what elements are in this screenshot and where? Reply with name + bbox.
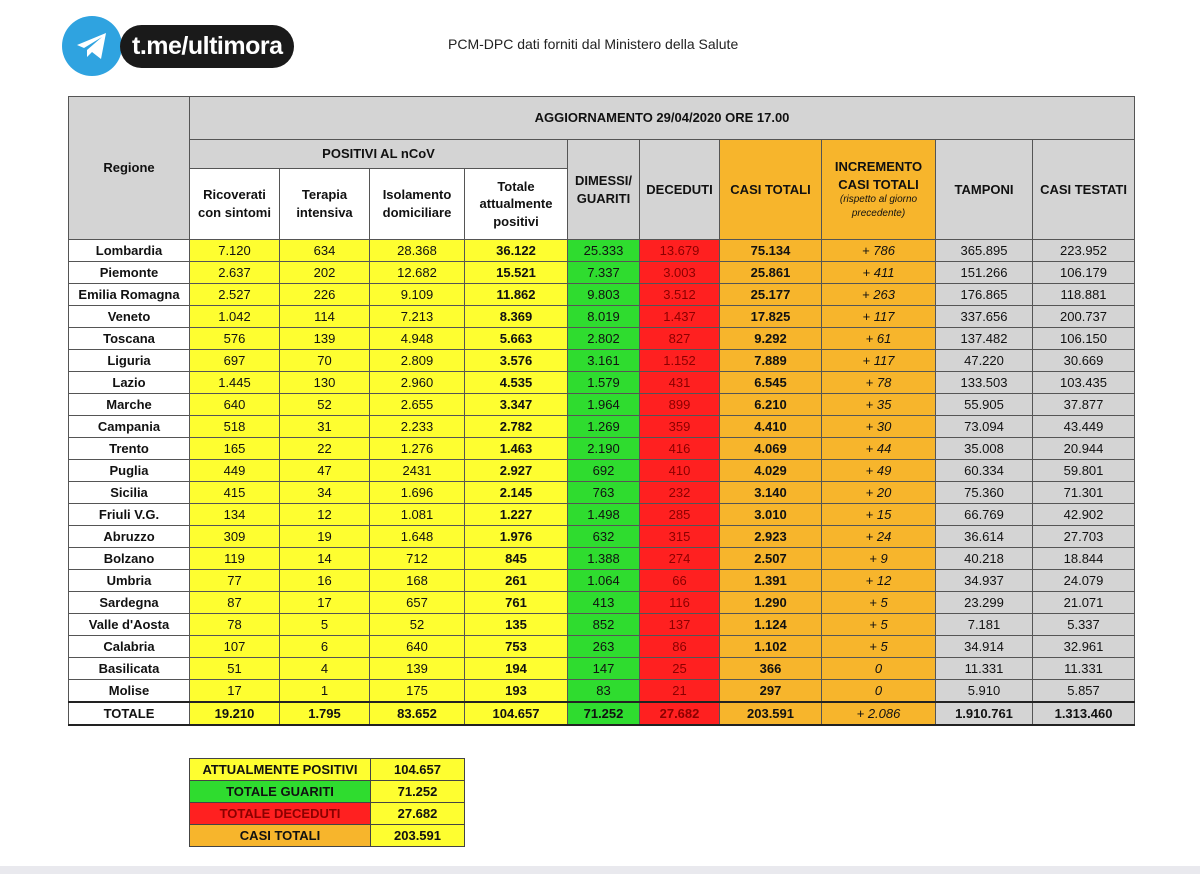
region-cell: Marche: [69, 394, 190, 416]
summary-value: 71.252: [371, 781, 465, 803]
casi-testati-cell: 5.857: [1033, 680, 1135, 703]
table-row: [69, 614, 1135, 636]
casi-totali-cell: 3.010: [720, 504, 822, 526]
table-row: [69, 306, 1135, 328]
tamponi-cell: 365.895: [936, 240, 1033, 262]
casi-totali-cell: 4.069: [720, 438, 822, 460]
casi-totali-cell: 1.290: [720, 592, 822, 614]
isolamento-cell: 1.276: [370, 438, 465, 460]
incremento-cell: + 5: [822, 636, 936, 658]
deceduti-cell: 27.682: [640, 702, 720, 725]
casi-testati-cell: 118.881: [1033, 284, 1135, 306]
casi-testati-cell: 37.877: [1033, 394, 1135, 416]
casi-testati-cell: 103.435: [1033, 372, 1135, 394]
table-row: [69, 504, 1135, 526]
isolamento-cell: 4.948: [370, 328, 465, 350]
dimessi-cell: 1.498: [568, 504, 640, 526]
totale-positivi-cell: 36.122: [465, 240, 568, 262]
isolamento-cell: 1.081: [370, 504, 465, 526]
terapia-cell: 1: [280, 680, 370, 703]
ricoverati-cell: 17: [190, 680, 280, 703]
casi-totali-cell: 17.825: [720, 306, 822, 328]
casi-testati-cell: 30.669: [1033, 350, 1135, 372]
ricoverati-cell: 640: [190, 394, 280, 416]
terapia-cell: 4: [280, 658, 370, 680]
deceduti-cell: 3.512: [640, 284, 720, 306]
casi-testati-cell: 18.844: [1033, 548, 1135, 570]
deceduti-cell: 13.679: [640, 240, 720, 262]
dimessi-cell: 1.964: [568, 394, 640, 416]
casi-testati-cell: 200.737: [1033, 306, 1135, 328]
casi-totali-cell: 6.210: [720, 394, 822, 416]
region-cell: Molise: [69, 680, 190, 703]
deceduti-cell: 3.003: [640, 262, 720, 284]
dimessi-cell: 25.333: [568, 240, 640, 262]
table-row: [69, 592, 1135, 614]
ricoverati-cell: 19.210: [190, 702, 280, 725]
region-header: Regione: [69, 97, 190, 240]
terapia-cell: 31: [280, 416, 370, 438]
terapia-cell: 47: [280, 460, 370, 482]
casi-testati-cell: 32.961: [1033, 636, 1135, 658]
table-row: [69, 328, 1135, 350]
incremento-cell: + 786: [822, 240, 936, 262]
isolamento-cell: 2.655: [370, 394, 465, 416]
table-row: [69, 438, 1135, 460]
terapia-cell: 130: [280, 372, 370, 394]
terapia-cell: 17: [280, 592, 370, 614]
ricoverati-cell: 51: [190, 658, 280, 680]
table-row: [69, 570, 1135, 592]
incremento-cell: + 30: [822, 416, 936, 438]
totale-positivi-cell: 761: [465, 592, 568, 614]
ricoverati-cell: 309: [190, 526, 280, 548]
ricoverati-cell: 2.527: [190, 284, 280, 306]
table-body: [69, 240, 1135, 726]
tamponi-cell: 7.181: [936, 614, 1033, 636]
incremento-cell: + 61: [822, 328, 936, 350]
tamponi-header: TAMPONI: [936, 140, 1033, 240]
casi-totali-header: CASI TOTALI: [720, 140, 822, 240]
isolamento-cell: 657: [370, 592, 465, 614]
deceduti-cell: 86: [640, 636, 720, 658]
isolamento-cell: 12.682: [370, 262, 465, 284]
terapia-cell: 634: [280, 240, 370, 262]
tamponi-cell: 337.656: [936, 306, 1033, 328]
brand-handle: t.me/ultimora: [120, 25, 294, 68]
tamponi-cell: 11.331: [936, 658, 1033, 680]
terapia-cell: 5: [280, 614, 370, 636]
table-row: [69, 482, 1135, 504]
ricoverati-cell: 77: [190, 570, 280, 592]
telegram-icon: [62, 16, 122, 76]
casi-testati-header: CASI TESTATI: [1033, 140, 1135, 240]
incremento-cell: + 15: [822, 504, 936, 526]
region-cell: Puglia: [69, 460, 190, 482]
dimessi-cell: 1.579: [568, 372, 640, 394]
tamponi-cell: 34.914: [936, 636, 1033, 658]
region-cell: Umbria: [69, 570, 190, 592]
totale-positivi-cell: 2.782: [465, 416, 568, 438]
terapia-cell: 14: [280, 548, 370, 570]
isolamento-cell: 2.809: [370, 350, 465, 372]
casi-totali-cell: 297: [720, 680, 822, 703]
table-row: [69, 350, 1135, 372]
dimessi-cell: 632: [568, 526, 640, 548]
dimessi-cell: 71.252: [568, 702, 640, 725]
tamponi-cell: 34.937: [936, 570, 1033, 592]
dimessi-cell: 2.190: [568, 438, 640, 460]
summary-row: [190, 803, 465, 825]
deceduti-cell: 285: [640, 504, 720, 526]
table-row: [69, 372, 1135, 394]
summary-row: [190, 781, 465, 803]
region-cell: Trento: [69, 438, 190, 460]
dimessi-cell: 147: [568, 658, 640, 680]
summary-label: TOTALE GUARITI: [190, 781, 371, 803]
incremento-cell: + 24: [822, 526, 936, 548]
update-header: AGGIORNAMENTO 29/04/2020 ORE 17.00: [190, 97, 1135, 140]
region-cell: Campania: [69, 416, 190, 438]
ricoverati-cell: 107: [190, 636, 280, 658]
incremento-cell: + 78: [822, 372, 936, 394]
totale-positivi-cell: 845: [465, 548, 568, 570]
incremento-cell: + 263: [822, 284, 936, 306]
region-cell: Calabria: [69, 636, 190, 658]
total-row: [69, 702, 1135, 725]
totale-positivi-cell: 2.927: [465, 460, 568, 482]
casi-totali-cell: 25.177: [720, 284, 822, 306]
totale-positivi-cell: 8.369: [465, 306, 568, 328]
deceduti-cell: 25: [640, 658, 720, 680]
isolamento-cell: 9.109: [370, 284, 465, 306]
casi-testati-cell: 5.337: [1033, 614, 1135, 636]
region-cell: Abruzzo: [69, 526, 190, 548]
dimessi-cell: 2.802: [568, 328, 640, 350]
casi-totali-cell: 366: [720, 658, 822, 680]
dimessi-cell: 692: [568, 460, 640, 482]
region-cell: Emilia Romagna: [69, 284, 190, 306]
tamponi-cell: 1.910.761: [936, 702, 1033, 725]
deceduti-cell: 274: [640, 548, 720, 570]
incremento-cell: + 9: [822, 548, 936, 570]
incremento-cell: 0: [822, 680, 936, 703]
casi-testati-cell: 27.703: [1033, 526, 1135, 548]
terapia-cell: 6: [280, 636, 370, 658]
totale-positivi-cell: 15.521: [465, 262, 568, 284]
terapia-header: Terapia intensiva: [280, 169, 370, 240]
region-cell: Veneto: [69, 306, 190, 328]
casi-totali-cell: 2.923: [720, 526, 822, 548]
casi-testati-cell: 42.902: [1033, 504, 1135, 526]
terapia-cell: 70: [280, 350, 370, 372]
incremento-cell: + 5: [822, 614, 936, 636]
tamponi-cell: 73.094: [936, 416, 1033, 438]
deceduti-cell: 1.437: [640, 306, 720, 328]
ricoverati-cell: 134: [190, 504, 280, 526]
ricoverati-cell: 1.042: [190, 306, 280, 328]
casi-totali-cell: 1.102: [720, 636, 822, 658]
table-row: [69, 548, 1135, 570]
casi-testati-cell: 20.944: [1033, 438, 1135, 460]
dimessi-cell: 7.337: [568, 262, 640, 284]
totale-positivi-cell: 11.862: [465, 284, 568, 306]
terapia-cell: 22: [280, 438, 370, 460]
tamponi-cell: 5.910: [936, 680, 1033, 703]
ricoverati-cell: 518: [190, 416, 280, 438]
dimessi-cell: 852: [568, 614, 640, 636]
deceduti-cell: 315: [640, 526, 720, 548]
ricoverati-cell: 7.120: [190, 240, 280, 262]
deceduti-cell: 827: [640, 328, 720, 350]
table-row: [69, 240, 1135, 262]
region-cell: Lombardia: [69, 240, 190, 262]
summary-row: [190, 759, 465, 781]
incremento-cell: 0: [822, 658, 936, 680]
incremento-cell: + 5: [822, 592, 936, 614]
isolamento-cell: 28.368: [370, 240, 465, 262]
table-row: [69, 284, 1135, 306]
terapia-cell: 1.795: [280, 702, 370, 725]
totale-positivi-cell: 3.576: [465, 350, 568, 372]
table-row: [69, 658, 1135, 680]
isolamento-cell: 139: [370, 658, 465, 680]
terapia-cell: 52: [280, 394, 370, 416]
deceduti-cell: 359: [640, 416, 720, 438]
ricoverati-cell: 78: [190, 614, 280, 636]
dimessi-header: DIMESSI/ GUARITI: [568, 140, 640, 240]
isolamento-cell: 52: [370, 614, 465, 636]
ricoverati-cell: 576: [190, 328, 280, 350]
summary-label: TOTALE DECEDUTI: [190, 803, 371, 825]
terapia-cell: 34: [280, 482, 370, 504]
region-cell: Sicilia: [69, 482, 190, 504]
casi-totali-cell: 203.591: [720, 702, 822, 725]
tamponi-cell: 35.008: [936, 438, 1033, 460]
totale-positivi-cell: 135: [465, 614, 568, 636]
summary-value: 27.682: [371, 803, 465, 825]
casi-totali-cell: 7.889: [720, 350, 822, 372]
ricoverati-cell: 697: [190, 350, 280, 372]
isolamento-cell: 7.213: [370, 306, 465, 328]
totale-positivi-cell: 1.463: [465, 438, 568, 460]
isolamento-cell: 2.960: [370, 372, 465, 394]
terapia-cell: 114: [280, 306, 370, 328]
isolamento-cell: 712: [370, 548, 465, 570]
tamponi-cell: 60.334: [936, 460, 1033, 482]
region-cell: Basilicata: [69, 658, 190, 680]
deceduti-cell: 232: [640, 482, 720, 504]
tamponi-cell: 36.614: [936, 526, 1033, 548]
casi-totali-cell: 75.134: [720, 240, 822, 262]
deceduti-header: DECEDUTI: [640, 140, 720, 240]
summary-table: [189, 758, 465, 847]
tamponi-cell: 151.266: [936, 262, 1033, 284]
deceduti-cell: 66: [640, 570, 720, 592]
incremento-cell: + 2.086: [822, 702, 936, 725]
bottom-bar: [0, 866, 1200, 874]
isolamento-header: Isolamento domiciliare: [370, 169, 465, 240]
isolamento-cell: 1.648: [370, 526, 465, 548]
table-row: [69, 394, 1135, 416]
table-row: [69, 636, 1135, 658]
dimessi-cell: 83: [568, 680, 640, 703]
terapia-cell: 19: [280, 526, 370, 548]
casi-totali-cell: 4.410: [720, 416, 822, 438]
totale-positivi-cell: 261: [465, 570, 568, 592]
region-cell: Toscana: [69, 328, 190, 350]
terapia-cell: 139: [280, 328, 370, 350]
terapia-cell: 16: [280, 570, 370, 592]
totale-positivi-cell: 5.663: [465, 328, 568, 350]
region-cell: Bolzano: [69, 548, 190, 570]
casi-totali-cell: 9.292: [720, 328, 822, 350]
summary-label: ATTUALMENTE POSITIVI: [190, 759, 371, 781]
casi-testati-cell: 106.179: [1033, 262, 1135, 284]
deceduti-cell: 116: [640, 592, 720, 614]
casi-testati-cell: 59.801: [1033, 460, 1135, 482]
incremento-cell: + 411: [822, 262, 936, 284]
tamponi-cell: 23.299: [936, 592, 1033, 614]
incremento-note: (rispetto al giorno precedente): [839, 194, 918, 220]
tamponi-cell: 55.905: [936, 394, 1033, 416]
tamponi-cell: 40.218: [936, 548, 1033, 570]
table-row: [69, 262, 1135, 284]
region-cell: Piemonte: [69, 262, 190, 284]
casi-totali-cell: 25.861: [720, 262, 822, 284]
incremento-cell: + 49: [822, 460, 936, 482]
incremento-cell: + 35: [822, 394, 936, 416]
tamponi-cell: 133.503: [936, 372, 1033, 394]
deceduti-cell: 410: [640, 460, 720, 482]
deceduti-cell: 21: [640, 680, 720, 703]
table-row: [69, 526, 1135, 548]
totale-positivi-cell: 3.347: [465, 394, 568, 416]
casi-totali-cell: 1.391: [720, 570, 822, 592]
summary-value: 104.657: [371, 759, 465, 781]
region-cell: Valle d'Aosta: [69, 614, 190, 636]
totale-positivi-cell: 193: [465, 680, 568, 703]
casi-totali-cell: 2.507: [720, 548, 822, 570]
totale-positivi-cell: 1.227: [465, 504, 568, 526]
ricoverati-cell: 119: [190, 548, 280, 570]
incremento-title: INCREMENTO CASI TOTALI: [834, 158, 923, 192]
covid-data-table: [68, 96, 1135, 726]
terapia-cell: 226: [280, 284, 370, 306]
tamponi-cell: 75.360: [936, 482, 1033, 504]
ricoverati-cell: 449: [190, 460, 280, 482]
dimessi-cell: 1.269: [568, 416, 640, 438]
casi-totali-cell: 1.124: [720, 614, 822, 636]
totale-positivi-cell: 194: [465, 658, 568, 680]
positivi-header: POSITIVI AL nCoV: [190, 140, 568, 169]
casi-testati-cell: 1.313.460: [1033, 702, 1135, 725]
tamponi-cell: 47.220: [936, 350, 1033, 372]
table-row: [69, 460, 1135, 482]
isolamento-cell: 640: [370, 636, 465, 658]
terapia-cell: 12: [280, 504, 370, 526]
casi-testati-cell: 43.449: [1033, 416, 1135, 438]
tamponi-cell: 66.769: [936, 504, 1033, 526]
ricoverati-cell: 165: [190, 438, 280, 460]
ricoverati-cell: 87: [190, 592, 280, 614]
ricoverati-header: Ricoverati con sintomi: [190, 169, 280, 240]
deceduti-cell: 431: [640, 372, 720, 394]
summary-value: 203.591: [371, 825, 465, 847]
summary-label: CASI TOTALI: [190, 825, 371, 847]
ricoverati-cell: 415: [190, 482, 280, 504]
totale-positivi-cell: 753: [465, 636, 568, 658]
incremento-cell: + 12: [822, 570, 936, 592]
isolamento-cell: 175: [370, 680, 465, 703]
incremento-cell: + 117: [822, 350, 936, 372]
tamponi-cell: 137.482: [936, 328, 1033, 350]
dimessi-cell: 3.161: [568, 350, 640, 372]
casi-testati-cell: 71.301: [1033, 482, 1135, 504]
incremento-cell: + 20: [822, 482, 936, 504]
totale-positivi-cell: 1.976: [465, 526, 568, 548]
casi-testati-cell: 106.150: [1033, 328, 1135, 350]
casi-testati-cell: 24.079: [1033, 570, 1135, 592]
region-cell: Liguria: [69, 350, 190, 372]
brand-logo[interactable]: [62, 16, 294, 76]
table-row: [69, 416, 1135, 438]
casi-testati-cell: 21.071: [1033, 592, 1135, 614]
incremento-header: [822, 140, 936, 240]
totale-positivi-cell: 2.145: [465, 482, 568, 504]
region-cell: TOTALE: [69, 702, 190, 725]
isolamento-cell: 1.696: [370, 482, 465, 504]
table-row: [69, 680, 1135, 703]
summary-row: [190, 825, 465, 847]
casi-totali-cell: 3.140: [720, 482, 822, 504]
deceduti-cell: 899: [640, 394, 720, 416]
casi-totali-cell: 4.029: [720, 460, 822, 482]
incremento-cell: + 44: [822, 438, 936, 460]
dimessi-cell: 413: [568, 592, 640, 614]
dimessi-cell: 1.388: [568, 548, 640, 570]
totale-positivi-cell: 4.535: [465, 372, 568, 394]
isolamento-cell: 168: [370, 570, 465, 592]
isolamento-cell: 2431: [370, 460, 465, 482]
incremento-cell: + 117: [822, 306, 936, 328]
isolamento-cell: 83.652: [370, 702, 465, 725]
ricoverati-cell: 1.445: [190, 372, 280, 394]
casi-testati-cell: 11.331: [1033, 658, 1135, 680]
region-cell: Sardegna: [69, 592, 190, 614]
isolamento-cell: 2.233: [370, 416, 465, 438]
ricoverati-cell: 2.637: [190, 262, 280, 284]
deceduti-cell: 137: [640, 614, 720, 636]
terapia-cell: 202: [280, 262, 370, 284]
region-cell: Friuli V.G.: [69, 504, 190, 526]
dimessi-cell: 763: [568, 482, 640, 504]
totale-positivi-header: Totale attualmente positivi: [465, 169, 568, 240]
region-cell: Lazio: [69, 372, 190, 394]
dimessi-cell: 1.064: [568, 570, 640, 592]
dimessi-cell: 263: [568, 636, 640, 658]
deceduti-cell: 416: [640, 438, 720, 460]
source-note: PCM-DPC dati forniti dal Ministero della Salute: [448, 36, 739, 52]
dimessi-cell: 9.803: [568, 284, 640, 306]
casi-testati-cell: 223.952: [1033, 240, 1135, 262]
tamponi-cell: 176.865: [936, 284, 1033, 306]
totale-positivi-cell: 104.657: [465, 702, 568, 725]
casi-totali-cell: 6.545: [720, 372, 822, 394]
dimessi-cell: 8.019: [568, 306, 640, 328]
deceduti-cell: 1.152: [640, 350, 720, 372]
